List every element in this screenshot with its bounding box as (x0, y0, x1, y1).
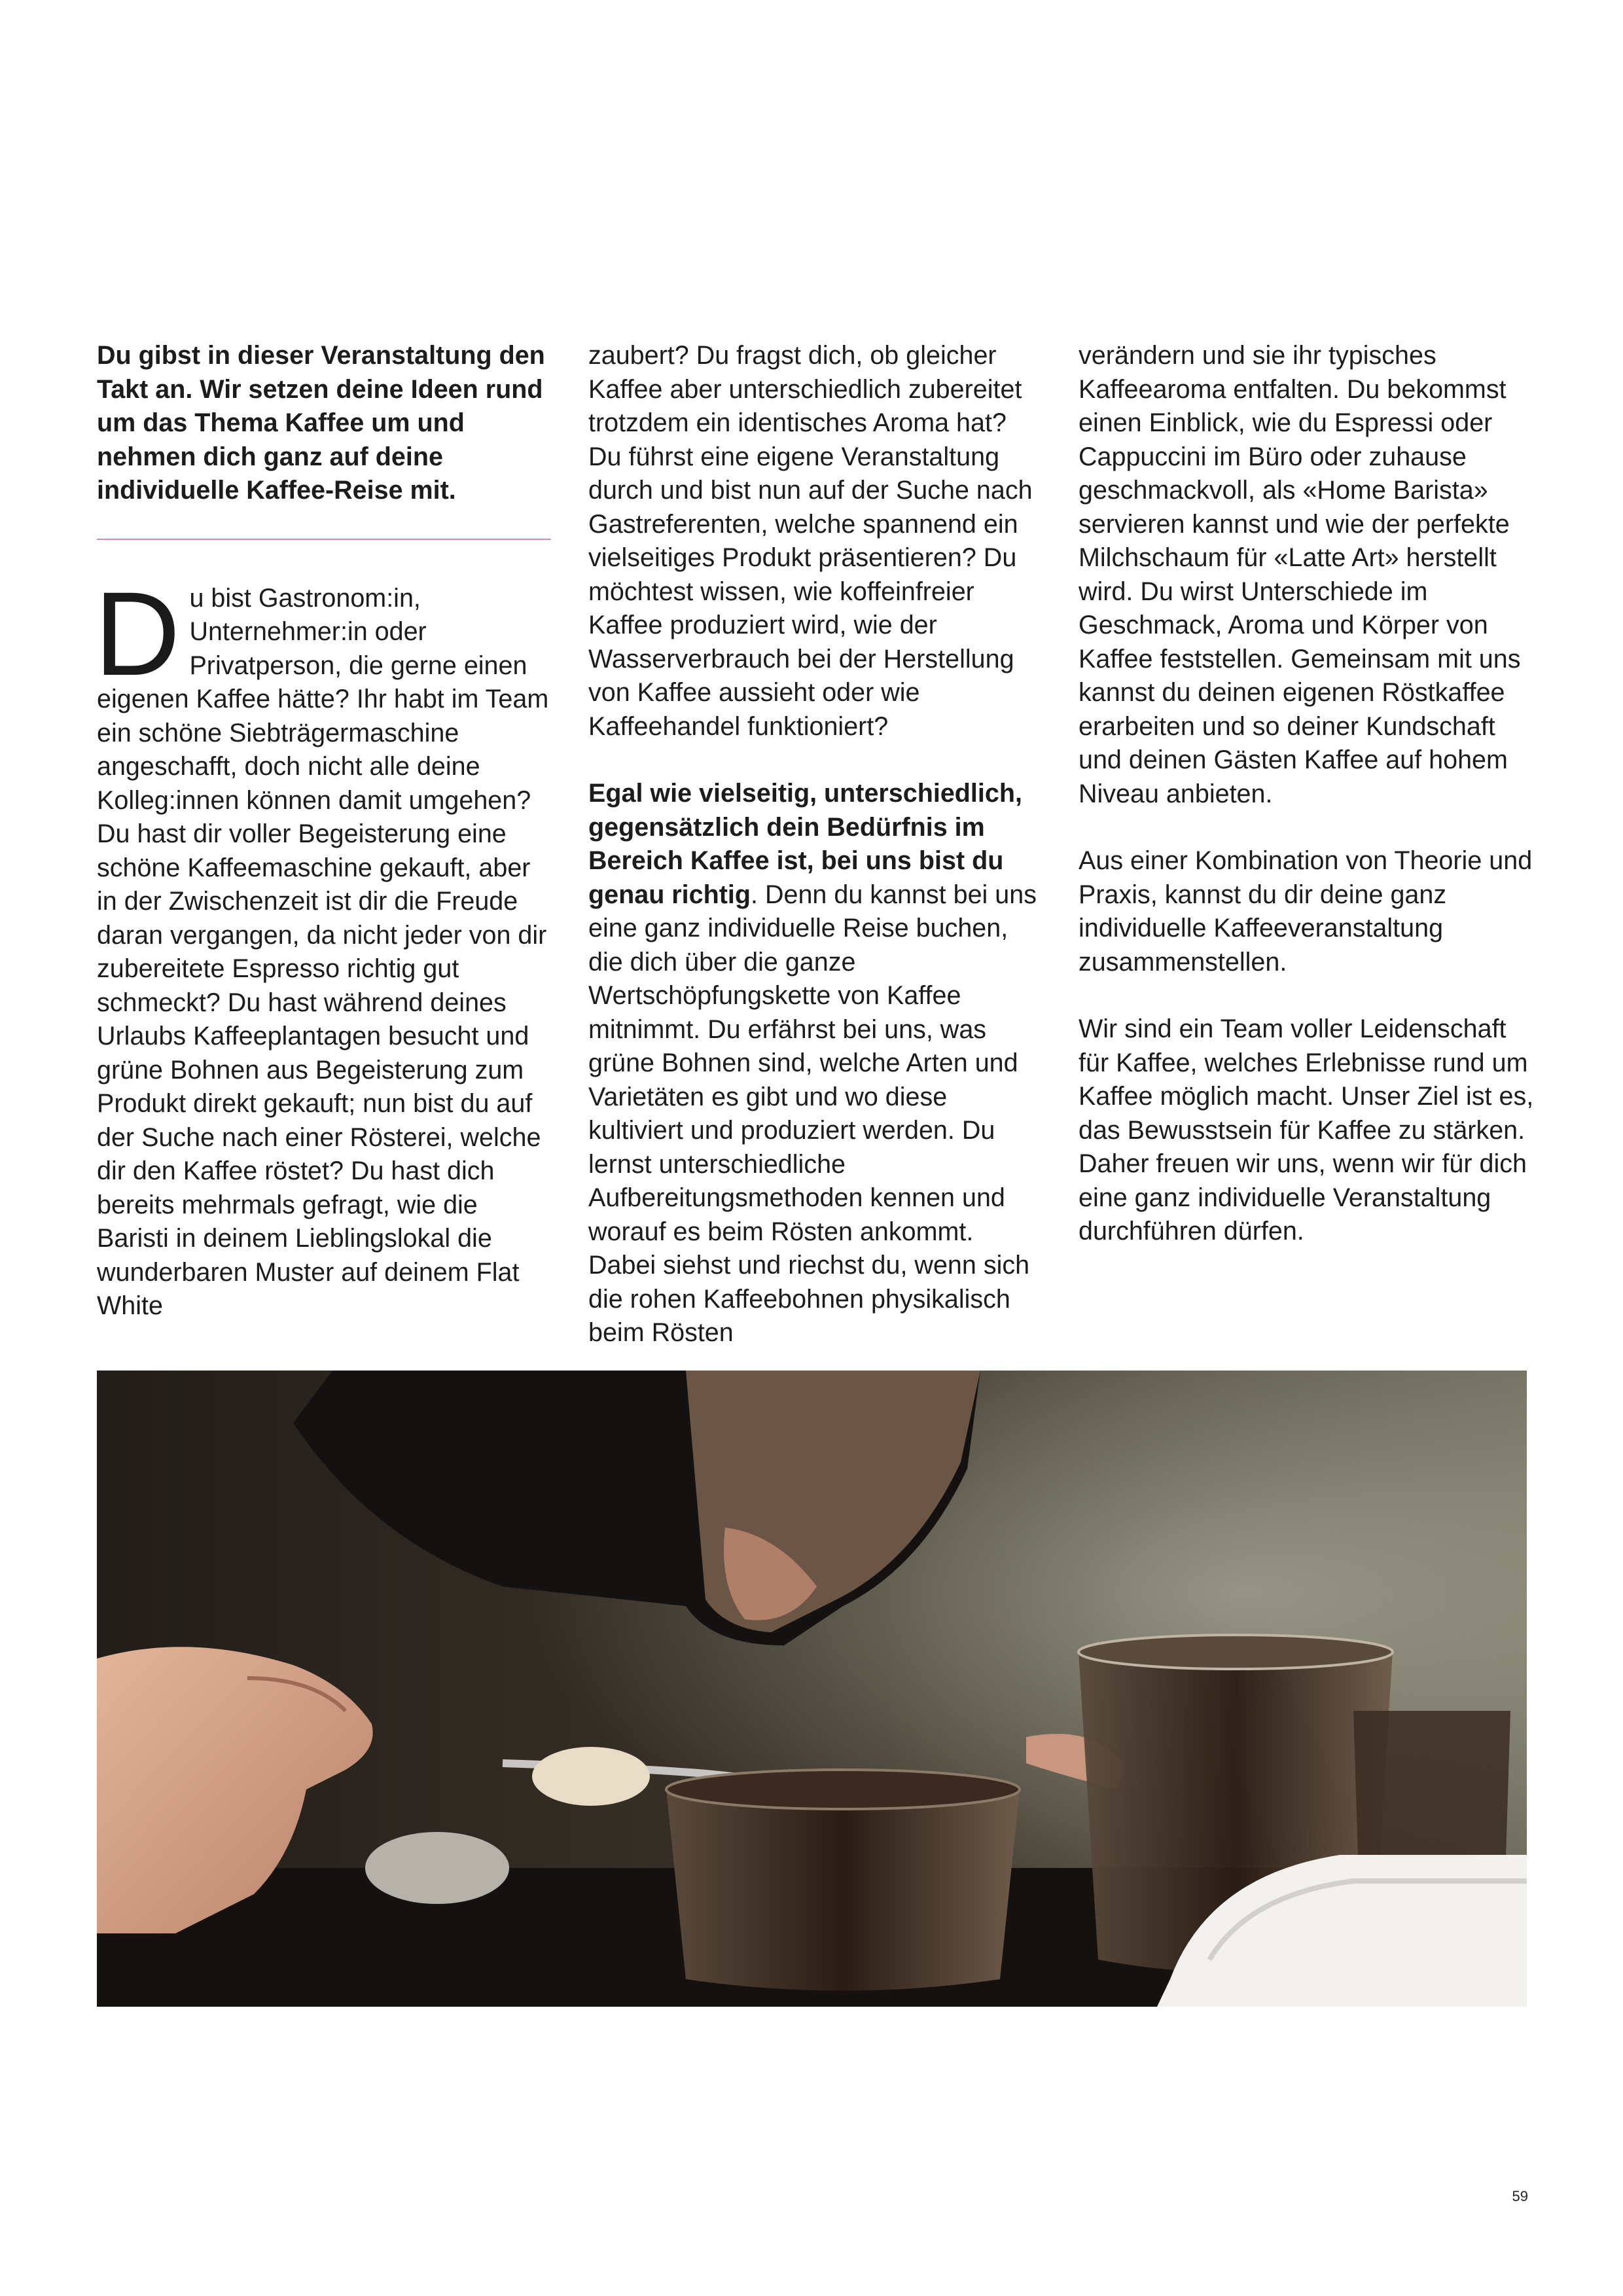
body-paragraph-3 (588, 777, 1046, 1350)
body-paragraph-1 (94, 566, 555, 1323)
highlight-text: Egal wie vielseitig, unterschiedlich, gegensätzlich dein Bedürfnis im Bereich Kaffee ist, bei uns bist du genau richtig (588, 779, 1022, 909)
text-column-1 (94, 339, 555, 1323)
body-paragraph-2: zaubert? Du fragst dich, ob gleicher Kaffee aber unterschiedlich zubereitet trotzdem ein identisches Aroma hat? Du führst eine eigene Veranstaltung durch und bist nun auf der Suche nach Gastreferenten, welche spannend ein vielseitiges Produkt präsentieren? Du möchtest wissen, wie koffeinfreier Kaffee produziert wird, wie der Wasserverbrauch bei der Herstellung von Kaffee aussieht oder wie Kaffeehandel funktioniert? (588, 341, 1033, 741)
intro-lead: Du gibst in dieser Veranstaltung den Takt an. Wir setzen deine Ideen rund um das Thema Kaffee um und nehmen dich ganz auf deine individuelle Kaffee-Reise mit. (97, 341, 545, 505)
text-column-3 (1079, 339, 1537, 1249)
photo-illustration (97, 1371, 1527, 2007)
page-number: 59 (1512, 2188, 1528, 2204)
body-paragraph-6: Wir sind ein Team voller Leidenschaft für Kaffee, welches Erlebnisse rund um Kaffee möglich macht. Unser Ziel ist es, das Bewusstsein für Kaffee zu stärken. Daher freuen wir uns, wenn wir für dich eine ganz individuelle Veranstaltung durchführen dürfen. (1079, 1014, 1534, 1246)
body-paragraph-4: verändern und sie ihr typisches Kaffeearoma entfalten. Du bekommst einen Einblick, wie du Espressi oder Cappuccini im Büro oder zuhause geschmackvoll, als «Home Barista» servieren kannst und wie der perfekte Milchschaum für «Latte Art» herstellt wird. Du wirst Unterschiede im Geschmack, Aroma und Körper von Kaffee feststellen. Gemeinsam mit uns kannst du deinen eigenen Röstkaffee erarbeiten und so deiner Kundschaft und deinen Gästen Kaffee auf hohem Niveau anbieten. (1079, 341, 1521, 808)
divider-rule (97, 539, 551, 540)
text-column-2 (588, 339, 1046, 1350)
body-paragraph-3-text: . Denn du kannst bei uns eine ganz individuelle Reise buchen, die dich über die ganze Wertschöpfungskette von Kaffee mitnimmt. Du erfährst bei uns, was grüne Bohnen sind, welche Arten und Varietäten es gibt und wo diese kultiviert und produziert werden. Du lernst unterschiedliche Aufbereitungsmethoden kennen und worauf es beim Rösten ankommt. Dabei siehst und riechst du, wenn sich die rohen Kaffeebohnen physikalisch beim Rösten (588, 880, 1037, 1347)
body-paragraph-1-text: u bist Gastronom:in, Unternehmer:in oder Privatperson, die gerne einen eigenen Kaffee hätte? Ihr habt im Team ein schöne Siebträgermaschine angeschafft, doch nicht alle deine Kolleg:innen können damit umgehen? Du hast dir voller Begeisterung eine schöne Kaffeemaschine gekauft, aber in der Zwischenzeit ist dir die Freude daran vergangen, da nicht jeder von dir zubereitete Espresso richtig gut schmeckt? Du hast während deines Urlaubs Kaffeeplantagen besucht und grüne Bohnen aus Begeisterung zum Produkt direkt gekauft; nun bist du auf der Suche nach einer Rösterei, welche dir den Kaffee röstet? Du hast dich bereits mehrmals gefragt, wie die Baristi in deinem Lieblingslokal die wunderbaren Muster auf deinem Flat White (97, 583, 549, 1320)
coffee-cupping-photo (97, 1371, 1527, 2007)
body-paragraph-5: Aus einer Kombination von Theorie und Praxis, kannst du dir deine ganz individuelle Kaffeeveranstaltung zusammenstellen. (1079, 846, 1533, 977)
drop-cap: D (94, 566, 181, 700)
